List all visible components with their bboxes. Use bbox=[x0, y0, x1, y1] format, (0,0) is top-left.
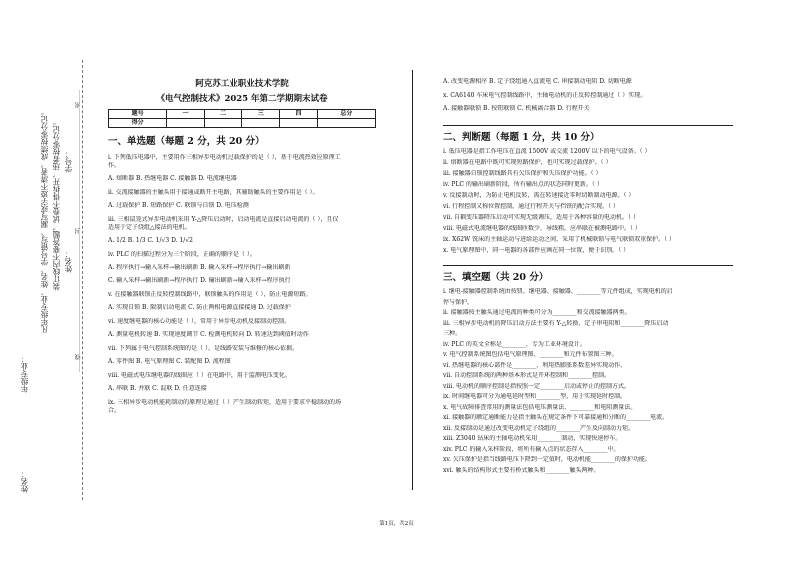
question-line: x. 电气原理图中，同一电器的各部件应画在同一位置，便于识别。（ ） bbox=[443, 247, 630, 254]
section-2-title: 二、判断题（每题 1 分，共 10 分） bbox=[443, 132, 600, 143]
question-line: xv. 欠压保护是指当线路电压下降到一定值时，电动机能________的保护功能。 bbox=[443, 456, 651, 463]
section-1-title: 一、单选题（每题 2 分，共 20 分） bbox=[108, 136, 265, 147]
section-3-title: 三、填空题（共 20 分） bbox=[443, 272, 549, 283]
question-line: viii. 电磁式电压继电器的线圈应（ ）在电路中，用于监测电压变化。 bbox=[108, 372, 291, 379]
section-3-questions bbox=[443, 288, 733, 475]
question-line: v. 电气控制系统图包括电气原理图、________和元件布置图三种。 bbox=[443, 351, 618, 358]
score-cell bbox=[317, 119, 375, 128]
question-line: xi. 接触器的额定通断能力是指主触头在规定条件下可靠接通和分断的________电流。 bbox=[443, 414, 669, 421]
school-name: 阿克苏工业职业技术学院 bbox=[195, 79, 289, 89]
question-line: vii. 自耦变压器降压启动可实现无级调压，适用于各种容量的电动机。（ ） bbox=[443, 214, 639, 221]
question-line: A. 接触器联锁 B. 按钮联锁 C. 机械离合器 D. 行程开关 bbox=[443, 105, 590, 112]
class-label: 年级专业： bbox=[20, 355, 29, 393]
question-line: vi. 速度继电器的核心功能是（ ），常用于异步电动机反接制动控制。 bbox=[108, 318, 291, 325]
score-cell bbox=[167, 119, 205, 128]
question-line: ii. 接触器按主触头通过电流的种类可分为________和交流接触器两类。 bbox=[443, 309, 631, 316]
right-column bbox=[443, 78, 733, 475]
question-line: i. 继电-接触器控制系统由按钮、继电器、接触器、________等元件组成，实现电机的启 bbox=[443, 288, 673, 295]
question-line: ii. 熔断器在电路中既可实现短路保护，也可实现过载保护。（ ） bbox=[443, 159, 612, 166]
score-cell bbox=[204, 119, 242, 128]
binding-line-text: ……线……………………………………………………封……………………………………………………密…… bbox=[75, 90, 82, 372]
name-label-2: 姓名： bbox=[20, 470, 29, 493]
binding-dashed-line bbox=[82, 60, 83, 500]
question-line: A. 过载保护 B. 短路保护 C. 联锁与自锁 D. 电压检测 bbox=[108, 202, 249, 209]
exam-title: 《电气控制技术》2025 年第二学期期末试卷 bbox=[156, 94, 328, 104]
question-line: v. 在接触器联锁正反转控制线路中，联锁触头的作用是（ ），防止电源短路。 bbox=[108, 291, 312, 298]
question-line: ii. 交流接触器的主触头用于接通或断开主电路，其辅助触头的主要作用是（ ）。 bbox=[108, 189, 319, 196]
score-cell bbox=[242, 119, 280, 128]
question-line: iii. 三相鼠笼式异步电动机采用 Y-△降压启动时，启动电流是直接启动电流的（ ），且仅 bbox=[108, 216, 339, 223]
score-cell: 得分 bbox=[109, 119, 167, 128]
question-line: vi. 热继电器的核心部件是________，利用热膨胀系数差异实现动作。 bbox=[443, 361, 627, 369]
question-line: ix. 时间继电器可分为通电延时型和________型，用于实现延时控制。 bbox=[443, 393, 627, 400]
question-line: iii. 接触器自锁控制线路具有欠压保护和失压保护功能。（ ） bbox=[443, 170, 602, 177]
question-line: ix. X62W 铣床的主轴运动与进给运动之间，采用了机械联锁与电气联锁双重保护。（ ） bbox=[443, 236, 676, 243]
question-line: 作。 bbox=[108, 162, 121, 169]
question-line: xvi. 触头的结构形式主要有桥式触头和________触头两种。 bbox=[443, 466, 600, 474]
score-cell: 一 bbox=[167, 110, 205, 119]
question-line: A. 测量电机转速 B. 实现速度调节 C. 检测电机转向 D. 转速达到阈值时动作 bbox=[108, 331, 309, 338]
question-line: iv. PLC 的扫描过程分为三个阶段，正确的顺序是（ ）。 bbox=[108, 251, 256, 258]
question-line: 三种。 bbox=[443, 330, 462, 337]
question-line: xiv. PLC 的输入采样阶段，将所有输入点的状态存入________中。 bbox=[443, 445, 620, 453]
question-line: i. 下列低压电器中，主要用作三相异步电动机过载保护的是（ ），基于电流热效应原理工 bbox=[108, 154, 341, 161]
question-line: viii. 电动机的顺序控制是指按照一定________启动或停止的控制方式。 bbox=[443, 382, 630, 390]
question-line: vi. 行程控制又称位置控制，通过行程开关与挡铁的配合实现。（ ） bbox=[443, 203, 620, 210]
score-table-row bbox=[109, 119, 376, 128]
score-cell: 二 bbox=[204, 110, 242, 119]
question-line: 停与保护。 bbox=[443, 298, 474, 306]
section-1-continued bbox=[443, 78, 733, 113]
question-line: vii. 下列属于电气控制系统图的是（ ），是线路安装与维修的核心依据。 bbox=[108, 345, 298, 352]
page-footer: 第1页，共2页 bbox=[379, 521, 414, 527]
question-line: A. 1/2 B. 1/3 C. 1/√3 D. 1/√2 bbox=[108, 237, 193, 244]
score-cell: 三 bbox=[242, 110, 280, 119]
question-line: v. 反接制动时，为防止电机反转，需在转速接近零时切断制动电源。（ ） bbox=[443, 192, 635, 199]
score-cell: 总分 bbox=[317, 110, 375, 119]
question-line: 合。 bbox=[108, 407, 121, 414]
question-line: A. 熔断器 B. 热继电器 C. 接触器 D. 电流继电器 bbox=[108, 175, 237, 182]
left-column bbox=[108, 78, 376, 415]
section-separator bbox=[443, 125, 733, 126]
question-line: xii. 反接制动是通过改变电动机定子绕组的________产生反向制动力矩。 bbox=[443, 424, 635, 432]
question-line: ix. 三相异步电动机能耗制动的原理是通过（ ）产生制动转矩，适用于要求平稳制动的场 bbox=[108, 399, 342, 406]
question-line: iv. PLC 的输出刷新阶段，所有输出点的状态同时更新。（ ） bbox=[443, 181, 603, 188]
question-line: A. 改变电源相序 B. 定子绕组通入直流电 C. 串接制动电阻 D. 切断电源 bbox=[443, 78, 632, 85]
column-divider bbox=[412, 70, 413, 490]
question-line: iv. PLC 的英文全称是________，专为工业环境设计。 bbox=[443, 340, 586, 348]
student-id-label: 学号： bbox=[64, 150, 73, 173]
question-line: C. 输入采样→输出刷新→程序执行 D. 输出刷新→输入采样→程序执行 bbox=[108, 277, 291, 284]
section-1-questions bbox=[108, 154, 376, 415]
question-line: A. 零件图 B. 电气原理图 C. 装配图 D. 流程图 bbox=[108, 358, 231, 365]
question-line: vii. 自动控制系统的两种基本形式是开环控制和________控制。 bbox=[443, 372, 611, 379]
question-line: iii. 三相异步电动机的降压启动方法主要有 Y-△转换、定子串电阻和________降压启动 bbox=[443, 319, 669, 327]
section-separator bbox=[443, 265, 733, 266]
score-cell: 四 bbox=[280, 110, 318, 119]
question-line: x. 电气故障排查常用的测量法包括电压测量法、________和电阻测量法。 bbox=[443, 403, 637, 411]
section-2-questions bbox=[443, 148, 733, 255]
score-table bbox=[108, 109, 376, 128]
score-cell bbox=[280, 119, 318, 128]
question-line: xiii. Z3040 钻床的主轴电动机采用________制动，实现快速停车。 bbox=[443, 435, 622, 442]
question-line: viii. 电磁式电流继电器的线圈匝数少、导线粗，应串联在被测电路中。（ ） bbox=[443, 225, 641, 232]
binding-note-1: 装订线内不要答题，试卷不得拆开，违者按零分记。 bbox=[52, 118, 61, 291]
question-line: A. 程序执行→输入采样→输出刷新 B. 输入采样→程序执行→输出刷新 bbox=[108, 264, 291, 271]
question-line: 适用于定子绕组△接法的电机。 bbox=[108, 224, 191, 231]
name-label: 姓名： bbox=[64, 250, 73, 273]
score-table-row bbox=[109, 110, 376, 119]
question-line: i. 低压电器是指工作电压在直流 1500V 或交流 1200V 以下的电气设备。（ ） bbox=[443, 148, 651, 155]
score-cell: 题号 bbox=[109, 110, 167, 119]
question-line: A. 串联 B. 并联 C. 混联 D. 任意连接 bbox=[108, 385, 207, 392]
binding-margin bbox=[0, 0, 98, 561]
binding-note-2: 凡年级专业、姓名、学号错写、漏写或字迹不清者，成绩按零分记。 bbox=[40, 108, 49, 333]
question-line: A. 实现自锁 B. 限制启动电流 C. 防止两相电源直接接通 D. 过载保护 bbox=[108, 304, 291, 311]
question-line: x. CA6140 车床电气控制线路中，主轴电动机的正反转控制通过（ ）实现。 bbox=[443, 92, 647, 99]
